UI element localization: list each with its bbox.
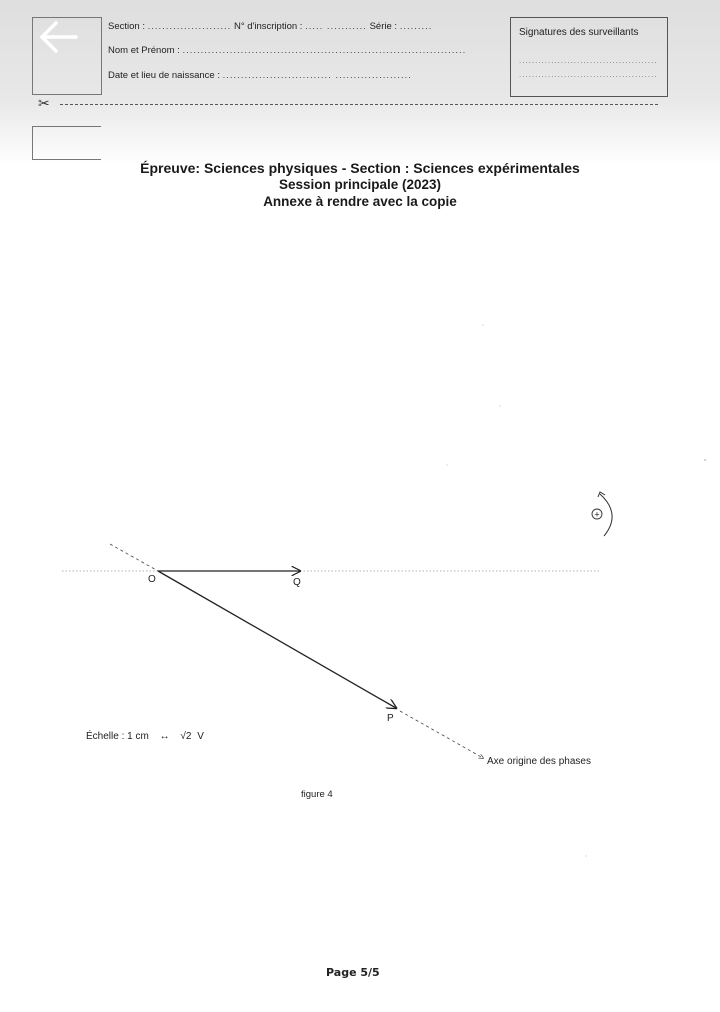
signature-line: ........................................... [519,70,658,79]
signatures-label: Signatures des surveillants [519,27,639,38]
annex-title: Annexe à rendre avec la copie [263,194,457,209]
scale-value: √2 [180,731,192,742]
name-field: Nom et Prénom : .............................................................................. [108,45,467,56]
scale-unit: V [197,731,204,742]
phase-axis-back [110,544,158,571]
inscription-label: N° d'inscription : [233,21,303,32]
point-o-label: O [148,574,156,585]
session-title: Session principale (2023) [278,177,442,192]
serie-label: Série : [369,21,398,32]
scissors-icon: ✂ [38,95,50,111]
rotation-arrow-icon [598,492,605,497]
vector-op [158,571,396,708]
point-p-label: P [387,713,394,724]
page-number: Page 5/5 [326,966,380,979]
scale-text: Échelle : 1 cm [86,731,149,742]
birth-label: Date et lieu de naissance : [108,70,220,81]
point-q-label: Q [293,577,301,588]
axis-label: Axe origine des phases [487,756,591,767]
section-field: Section : ....................... N° d'inscription : ..... ........... Série : ......... [108,21,433,32]
section-label: Section : [108,21,145,32]
name-label: Nom et Prénom : [108,45,180,56]
phase-axis-forward [400,711,483,758]
signature-line: ........................................... [519,56,658,65]
rotation-symbol: + [594,509,600,520]
exam-title: Épreuve: Sciences physiques - Section : Sciences expérimentales [140,160,580,176]
scale-arrow-icon: ↔ [159,731,170,742]
figure-caption: figure 4 [301,789,333,800]
birth-field: Date et lieu de naissance : .............................. ..................... [108,70,412,81]
scale-label [86,731,204,742]
